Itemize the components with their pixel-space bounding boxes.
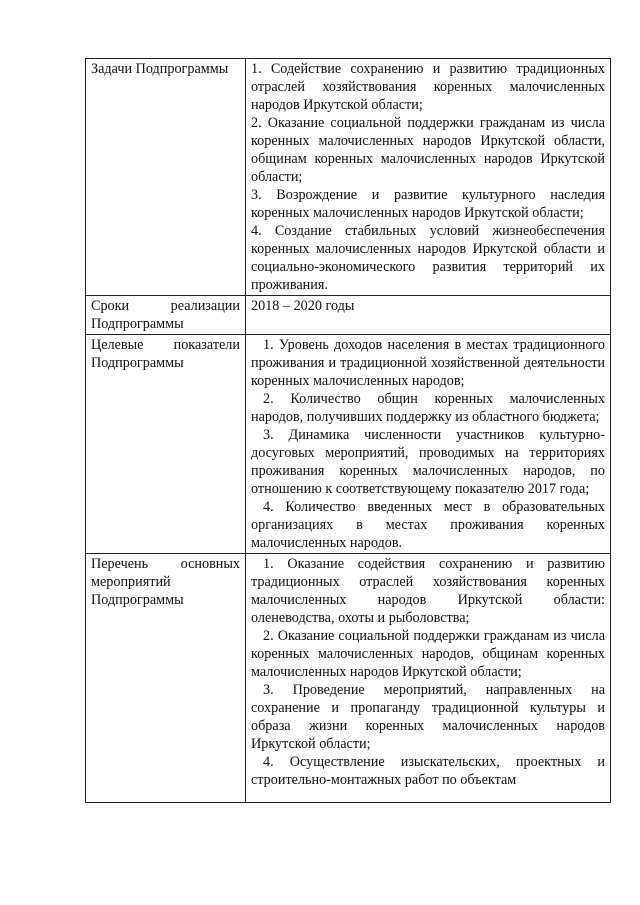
subprogram-passport-table	[85, 58, 611, 803]
row-label-targets: Целевые показатели Подпрограммы	[86, 335, 246, 554]
row-label-tasks: Задачи Подпрограммы	[86, 59, 246, 296]
table-row-activities	[86, 554, 611, 803]
list-item: 4. Создание стабильных условий жизнеобеспечения коренных малочисленных народов Иркутской области и социально-экономического развития территорий их проживания.	[251, 223, 605, 293]
row-content-terms	[246, 296, 611, 335]
row-content-tasks	[246, 59, 611, 296]
list-item: 1. Уровень доходов населения в местах традиционного проживания и традиционной хозяйственной деятельности коренных малочисленных народов;	[251, 337, 605, 389]
list-item: 3. Проведение мероприятий, направленных на сохранение и пропаганду традиционной культуры и образа жизни коренных малочисленных народов Иркутской области;	[251, 682, 605, 752]
table-row-terms	[86, 296, 611, 335]
list-item: 3. Возрождение и развитие культурного наследия коренных малочисленных народов Иркутской области;	[251, 187, 605, 221]
list-item: 2. Оказание социальной поддержки гражданам из числа коренных малочисленных народов, общинам коренных малочисленных народов Иркутской области;	[251, 628, 605, 680]
row-content-targets	[246, 335, 611, 554]
list-item: 1. Оказание содействия сохранению и развитию традиционных отраслей хозяйствования коренных малочисленных народов Иркутской области: оленеводства, охоты и рыболовства;	[251, 556, 605, 626]
row-label-terms: Сроки реализации Подпрограммы	[86, 296, 246, 335]
row-content-activities	[246, 554, 611, 803]
list-item: 4. Количество введенных мест в образовательных организациях в местах проживания коренных малочисленных народов.	[251, 499, 605, 551]
row-label-activities: Перечень основных мероприятий Подпрограммы	[86, 554, 246, 803]
table-row-tasks	[86, 59, 611, 296]
list-item: 1. Содействие сохранению и развитию традиционных отраслей хозяйствования коренных малочисленных народов Иркутской области;	[251, 61, 605, 113]
list-item: 2. Оказание социальной поддержки гражданам из числа коренных малочисленных народов Иркутской области, общинам коренных малочисленных народов Иркутской области;	[251, 115, 605, 185]
list-item: 2. Количество общин коренных малочисленных народов, получивших поддержку из областного бюджета;	[251, 391, 605, 425]
list-item: 3. Динамика численности участников культурно-досуговых мероприятий, проводимых на территориях проживания коренных малочисленных народов, по отношению к соответствующему показателю 2017 года;	[251, 427, 605, 497]
list-item: 4. Осуществление изыскательских, проектных и строительно-монтажных работ по объектам	[251, 754, 605, 788]
list-item: 2018 – 2020 годы	[251, 298, 355, 314]
table-row-targets	[86, 335, 611, 554]
activities-clip	[251, 555, 605, 801]
